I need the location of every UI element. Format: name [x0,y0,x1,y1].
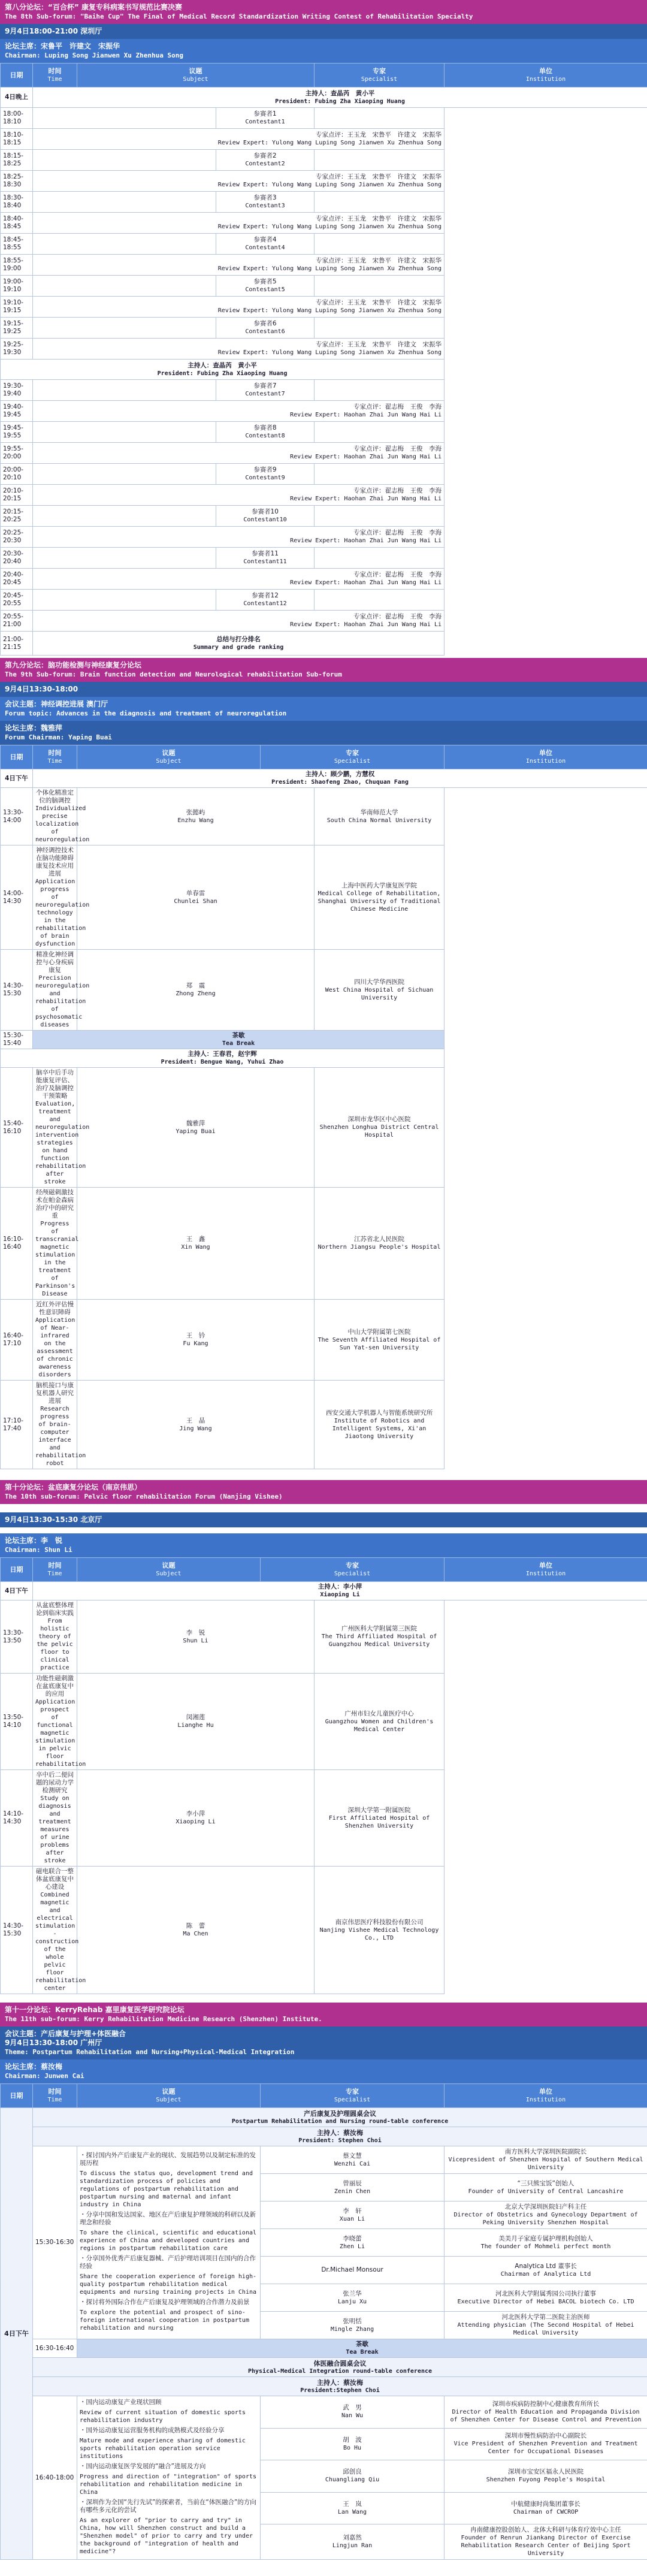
header-institution: 单位 Institution [445,64,647,87]
s11-tea-break-row: 16:30-16:40 茶歇 Tea Break [1,2339,647,2358]
talk-specialist: 李小萍 Xiaoping Li [77,1770,315,1867]
review-expert-cell: 专家点评：王玉龙 宋鲁平 许建文 宋振华 Review Expert: Yulong Wang Luping Song Jianwen Xu Zhenhua Song [33,129,445,150]
topic-item: ・国内运动康复产业现状回顾 Review of current situation of domestic sports rehabilitation industry [80,2399,246,2424]
s8-datetime: 9月4日18:00-21:00 深圳厅 [0,24,647,39]
s10-header-row: 日期 时间 Time 议题 Subject 专家 Specialist 单位 Institution [1,1558,647,1582]
s8-date-cell: 4日晚上 [1,87,33,108]
talk-specialist: 闵湘莲 Lianghe Hu [77,1674,315,1770]
talk-subject: 从盆底整体理论到临床实践 From holistic theory of the pelvic floor to clinical practice [33,1600,77,1674]
panelist-name: 曾丽辰 Zenin Chen [261,2174,445,2201]
s8-schedule-table [0,63,647,656]
roundtable-topics [77,2146,261,2339]
s8-a-row: 18:10-18:15 专家点评：王玉龙 宋鲁平 许建文 宋振华 Review Expert: Yulong Wang Luping Song Jianwen Xu Zhenhua Song [1,129,647,150]
s8-b-row: 20:45-20:55 参赛者12 Contestant12 [1,590,647,611]
s9-chairman: 论坛主席：魏雅萍 Forum Chairman: Yaping Buai [0,721,647,745]
review-expert-cell: 专家点评：翟志梅 王俊 李海 Review Expert: Haohan Zhai Jun Wang Hai Li [33,401,445,422]
s8-a-row: 18:45-18:55 参赛者4 Contestant4 [1,234,647,255]
s11-schedule-table [0,2083,647,2560]
talk-row: 13:30-14:00 个体化精准定位的脑调控 Individualized precise localization of neuroregulation 张懿屿 Enzhu Wang 华南师范大学 South China Normal University [1,788,647,845]
contestant-cell: 参赛者5 Contestant5 [216,276,315,297]
panelist-institution: 深圳市宝安区福永人民医院 Shenzhen Fuyong People's Hospital [445,2460,647,2493]
s9-topic: 会议主题：神经调控进展 澳门厅 Forum topic: Advances in the diagnosis and treatment of neuroregulation [0,697,647,721]
talk-subject: 脑机接口与康复机器人研究进展 Research progress of brain-computer interface and rehabilitation robot [33,1381,77,1469]
talk-specialist: 陈 蕾 Ma Chen [77,1867,315,1994]
talk-institution: 四川大学华西医院 West China Hospital of Sichuan University [315,950,445,1031]
talk-institution: 西安交通大学机器人与智能系统研究所 Institute of Robotics and Intelligent Systems, Xi'an Jiaotong University [315,1381,445,1469]
talk-subject: 神经调控技术在脑功能障碍康复技术应用进展 Application progress of neuroregulation technology in the rehabilitation of brain dysfunction [33,845,77,950]
s8-b-row: 20:55-21:00 专家点评：翟志梅 王俊 李海 Review Expert: Haohan Zhai Jun Wang Hai Li [1,611,647,632]
s11-title-banner: 第十一分论坛：KerryRehab 嘉里康复医学研究院论坛 The 11th sub-forum: Kerry Rehabilitation Medicine Research (Shenzhen) Institute. [0,2003,647,2027]
panelist-institution: 冉南健康控股创始人、北体大科研与体育疗效中心主任 Founder of Renrun Jiankang Director of Exercise Rehabilitation Research Center of Beijing Sport University [445,2524,647,2560]
topic-item: ・深圳作为全国“先行先试”的探索者，当前在“体医融合”的方向有哪些多元化的尝试 As an explorer of "prior to carry and try" in China, how will Shenzhen construct and build a "Shenzhen model" of prior to carry and try under the background of "integration of health and medicine"? [80,2499,256,2555]
s9-host-row-1: 4日下午 主持人：顾少鹏，方慧权 President: Shaofeng Zhao, Chuquan Fang [1,769,647,788]
s8-title-cn: 第八分论坛：“百合杯” 康复专科病案书写规范比赛决赛 [5,3,182,11]
talk-subject: 功能性磁刺激在盆底康复中的应用 Application prospect of functional magnetic stimulation in pelvic floor rehabilitation [33,1674,77,1770]
s8-b-row: 20:40-20:45 专家点评：翟志梅 王俊 李海 Review Expert: Haohan Zhai Jun Wang Hai Li [1,569,647,590]
panelist-institution: 深圳市慢性病防治中心副院长 Vice President of Shenzhen Prevention and Treatment Center for Occupational Diseases [445,2428,647,2460]
topic-item: ・分享中国和发达国家、地区在产后康复护理领域的科研以及新理念和经验 To share the clinical, scientific and educational experience of China and developed countries and regions in postpartum rehabilitation care [80,2211,257,2252]
talk-row: 17:10-17:40 脑机接口与康复机器人研究进展 Research progress of brain-computer interface and rehabilitation robot 王 晶 Jing Wang 西安交通大学机器人与智能系统研究所 Institute of Robotics and Intelligent Systems, Xi'an Jiaotong University [1,1381,647,1469]
s8-contest-rows-b [1,380,647,632]
s8-b-row: 19:45-19:55 参赛者8 Contestant8 [1,422,647,443]
review-expert-cell: 专家点评：王玉龙 宋鲁平 许建文 宋振华 Review Expert: Yulong Wang Luping Song Jianwen Xu Zhenhua Song [33,171,445,192]
contestant-cell: 参赛者4 Contestant4 [216,234,315,255]
panelist-name: Dr.Michael Monsour [261,2257,445,2284]
s11-topic: 会议主题：产后康复与护理+体医融合 9月4日13:30-18:00 广州厅 Theme: Postpartum Rehabilitation and Nursing+Physical-Medical Integration [0,2027,647,2059]
s8-b-row: 20:15-20:25 参赛者10 Contestant10 [1,506,647,527]
panelist-row: 16:40-18:00 ・国内运动康复产业现状回顾 Review of current situation of domestic sports rehabilitation industry ・国外运动康复运营服务机构的成熟模式及经验分享 Mature mode and experience sharing of domestic sports rehabilitation operation service institutions ・国内运动康复医学发展的“融合”进展及方向 Progress and direction of "integration" of sports rehabilitation and rehabilitation medicine in China ・深圳作为全国“先行先试”的探索者，当前在“体医融合”的方向有哪些多元化的尝试 As an explorer of "prior to carry and try" in China, how will Shenzhen construct and build a "Shenzhen model" of prior to carry and try under the background of "integration of health and medicine"? 武 男 Nan Wu 深圳市疾病防控制中心健康教育所所长 Director of Health Education and Propaganda Division of Shenzhen Center for Disease Control and Prevention [1,2396,647,2429]
panelist-name: 李晓蕾 Zhen Li [261,2229,445,2257]
s8-b-row: 19:40-19:45 专家点评：翟志梅 王俊 李海 Review Expert: Haohan Zhai Jun Wang Hai Li [1,401,647,422]
panelist-name: 张明恬 Mingle Zhang [261,2312,445,2339]
review-expert-cell: 专家点评：翟志梅 王俊 李海 Review Expert: Haohan Zhai Jun Wang Hai Li [33,527,445,548]
s9-tea-break-row: 15:30-15:40 茶歇 Tea Break [1,1031,647,1049]
s9-schedule-table [0,745,647,1469]
talk-specialist: 李 锐 Shun Li [77,1600,315,1674]
s10-host-row: 4日下午 主持人：李小萍 Xiaoping Li [1,1582,647,1600]
panelist-name: 刘嘉然 Lingjun Ran [261,2524,445,2560]
s9-title-banner: 第九分论坛：脑功能检测与神经康复分论坛 The 9th Sub-forum: Brain function detection and Neurological rehabilitation Sub-forum [0,658,647,682]
review-expert-cell: 专家点评：王玉龙 宋鲁平 许建文 宋振华 Review Expert: Yulong Wang Luping Song Jianwen Xu Zhenhua Song [33,297,445,318]
s10-date-cell: 4日下午 [1,1582,33,1600]
panelist-row: 15:30-16:30 ・探讨国内外产后康复产业的现状、发展趋势以及制定标准的发展历程 To discuss the status quo, development trend and standardization process of policies and regulations of postpartum rehabilitation and postpartum nursing and maternal and infant industry in China ・分享中国和发达国家、地区在产后康复护理领域的科研以及新理念和经验 To share the clinical, scientific and educational experience of China and developed countries and regions in postpartum rehabilitation care ・分享国外优秀产后康复器械、产后护理培训项目在国内的合作经验 Share the cooperation experience of foreign high-quality postpartum rehabilitation medical equipments and nursing training projects in China ・探讨将外国际合作在产后康复及护理领域的合作潜力及前景 To explore the potential and prospect of sino-foreign international cooperation in postpartum rehabilitation and nursing 蔡文慧 Wenzhi Cai 南方医科大学深圳医院副院长 Vicepresident of Shenzhen Hospital of Southern Medical University [1,2146,647,2174]
talk-specialist: 王 钤 Fu Kang [77,1300,315,1381]
s8-a-row: 18:25-18:30 专家点评：王玉龙 宋鲁平 许建文 宋振华 Review Expert: Yulong Wang Luping Song Jianwen Xu Zhenhua Song [1,171,647,192]
roundtable-topics [77,2396,261,2560]
contestant-cell: 参赛者11 Contestant11 [216,548,315,569]
talk-row: 14:30-15:30 磁电联合一整体盆底康复中心建设 Combined magnetic and electrical stimulation - construction of the whole pelvic floor rehabilitation center 陈 蕾 Ma Chen 南京伟思医疗科技股份有限公司 Nanjing Vishee Medical Technology Co., LTD [1,1867,647,1994]
s8-a-row: 18:55-19:00 专家点评：王玉龙 宋鲁平 许建文 宋振华 Review Expert: Yulong Wang Luping Song Jianwen Xu Zhenhua Song [1,255,647,276]
s8-b-row: 19:55-20:00 专家点评：翟志梅 王俊 李海 Review Expert: Haohan Zhai Jun Wang Hai Li [1,443,647,464]
contestant-cell: 参赛者12 Contestant12 [216,590,315,611]
talk-row: 14:10-14:30 卒中后二便问题的尿动力学检测研究 Study on diagnosis and treatment measures of urine problems after stroke 李小萍 Xiaoping Li 深圳大学第一附属医院 First Affiliated Hospital of Shenzhen University [1,1770,647,1867]
s9-talks-group-1 [1,788,647,1031]
panelist-name: 武 男 Nan Wu [261,2396,445,2429]
s8-b-row: 20:25-20:30 专家点评：翟志梅 王俊 李海 Review Expert: Haohan Zhai Jun Wang Hai Li [1,527,647,548]
s9-date-cell: 4日下午 [1,769,33,788]
talk-specialist: 张懿屿 Enzhu Wang [77,788,315,845]
talk-subject: 经颅磁刺激技术在帕金森病治疗中的研究重 Progress of transcranial magnetic stimulation in the treatment of Parkinson's Disease [33,1188,77,1300]
talk-row: 13:50-14:10 功能性磁刺激在盆底康复中的应用 Application prospect of functional magnetic stimulation in pelvic floor rehabilitation 闵湘莲 Lianghe Hu 广州市妇女儿童医疗中心 Guangzhou Women and Children's Medical Center [1,1674,647,1770]
panelist-name: 李 轩 Xuan Li [261,2201,445,2229]
talk-specialist: 王 鑫 Xin Wang [77,1188,315,1300]
review-expert-cell: 专家点评：翟志梅 王俊 李海 Review Expert: Haohan Zhai Jun Wang Hai Li [33,569,445,590]
contestant-cell: 参赛者3 Contestant3 [216,192,315,213]
s11-rt1-host-row: 主持人：蔡汝梅 President: Stephen Choi [1,2127,647,2146]
s10-schedule-table [0,1557,647,1994]
contestant-cell: 参赛者10 Contestant10 [216,506,315,527]
s11-roundtables [1,2108,647,2560]
s11-rt2-title-row: 体医融合圆桌会议 Physical-Medical Integration round-table conference [1,2358,647,2377]
contestant-cell: 参赛者1 Contestant1 [216,108,315,129]
s8-b-row: 19:30-19:40 参赛者7 Contestant7 [1,380,647,401]
s9-datetime: 9月4日13:30-18:00 [0,682,647,697]
talk-row: 16:40-17:10 近红外评估慢性意识障碍 Application of Near-infrared on the assessment of chronic awareness disorders 王 钤 Fu Kang 中山大学附属第七医院 The Seventh Affiliated Hospital of Sun Yat-sen University [1,1300,647,1381]
s8-host-row: 4日晚上 主持人：查晶芮 黄小平 President: Fubing Zha Xiaoping Huang [1,87,647,108]
review-expert-cell: 专家点评：翟志梅 王俊 李海 Review Expert: Haohan Zhai Jun Wang Hai Li [33,611,445,632]
talk-specialist: 郑 震 Zhong Zheng [77,950,315,1031]
s10-talks-group [1,1600,647,1994]
panelist-name: 邱创良 Chuangliang Qiu [261,2460,445,2493]
s8-a-row: 18:40-18:45 专家点评：王玉龙 宋鲁平 许建文 宋振华 Review Expert: Yulong Wang Luping Song Jianwen Xu Zhenhua Song [1,213,647,234]
talk-row: 16:10-16:40 经颅磁刺激技术在帕金森病治疗中的研究重 Progress of transcranial magnetic stimulation in the treatment of Parkinson's Disease 王 鑫 Xin Wang 江苏省北人民医院 Northern Jiangsu People's Hospital [1,1188,647,1300]
s8-header-row [1,64,647,87]
panelist-name: 胡 波 Bo Hu [261,2428,445,2460]
talk-row: 14:00-14:30 神经调控技术在脑功能障碍康复技术应用进展 Application progress of neuroregulation technology in the rehabilitation of brain dysfunction 单春雷 Chunlei Shan 上海中医药大学康复医学院 Medical College of Rehabilitation, Shanghai University of Traditional Chinese Medicine [1,845,647,950]
review-expert-cell: 专家点评：王玉龙 宋鲁平 许建文 宋振华 Review Expert: Yulong Wang Luping Song Jianwen Xu Zhenhua Song [33,255,445,276]
topic-item: ・国外运动康复运营服务机构的成熟模式及经验分享 Mature mode and experience sharing of domestic sports rehabilitation operation service institutions [80,2427,246,2460]
s11-rt1-title-row: 4日下午 产后康复及护理圆桌会议 Postpartum Rehabilitation and Nursing round-table conference [1,2108,647,2127]
s11-rt2-host-row: 主持人：蔡汝梅 President:Stephen Choi [1,2377,647,2396]
panelist-institution: “三只熊宝饭”创始人 Founder of University of Central Lancashire [445,2174,647,2201]
s11-chairman: 论坛主席：蔡汝梅 Chairman: Junwen Cai [0,2059,647,2083]
s8-a-row: 19:00-19:10 参赛者5 Contestant5 [1,276,647,297]
talk-institution: 中山大学附属第七医院 The Seventh Affiliated Hospital of Sun Yat-sen University [315,1300,445,1381]
review-expert-cell: 专家点评：翟志梅 王俊 李海 Review Expert: Haohan Zhai Jun Wang Hai Li [33,443,445,464]
talk-institution: 南京伟思医疗科技股份有限公司 Nanjing Vishee Medical Technology Co., LTD [315,1867,445,1994]
header-date: 日期 [1,64,33,87]
s10-title-banner: 第十分论坛：盆底康复分论坛（南京伟思） The 10th sub-forum: Pelvic floor rehabilitation Forum (Nanjing Vishee) [0,1480,647,1504]
talk-institution: 江苏省北人民医院 Northern Jiangsu People's Hospital [315,1188,445,1300]
talk-specialist: 王 晶 Jing Wang [77,1381,315,1469]
s8-b-row: 20:30-20:40 参赛者11 Contestant11 [1,548,647,569]
s8-title-en: The 8th Sub-forum: "Baihe Cup" The Final of Medical Record Standardization Writing Contest of Rehabilitation Specialty [5,13,473,20]
s9-host-row-2: 主持人：王春君，赵宇辉 President: Bengue Wang, Yuhui Zhao [1,1049,647,1068]
header-subject: 议题 Subject [77,64,315,87]
s8-chairman: 论坛主席：宋鲁平 许建文 宋振华 Chairman: Luping Song Jianwen Xu Zhenhua Song [0,39,647,63]
panelist-institution: 中航健康时尚集团董事长 Chairman of CWCROP [445,2492,647,2524]
talk-specialist: 单春雷 Chunlei Shan [77,845,315,950]
panelist-institution: 深圳市疾病防控制中心健康教育所所长 Director of Health Education and Propaganda Division of Shenzhen Center for Disease Control and Prevention [445,2396,647,2429]
panelist-institution: 河北医科大学附属秀园公司执行董事 Executive Director of Hebei BACOL biotech Co. LTD [445,2284,647,2312]
talk-subject: 卒中后二便问题的尿动力学检测研究 Study on diagnosis and treatment measures of urine problems after stroke [33,1770,77,1867]
s8-contest-rows-a [1,108,647,360]
panelist-name: 张兰华 Lanju Xu [261,2284,445,2312]
s8-a-row: 19:25-19:30 专家点评：王玉龙 宋鲁平 许建文 宋振华 Review Expert: Yulong Wang Luping Song Jianwen Xu Zhenhua Song [1,339,647,360]
topic-item: ・国内运动康复医学发展的“融合”进展及方向 Progress and direction of "integration" of sports rehabilitation and rehabilitation medicine in China [80,2463,257,2496]
talk-institution: 深圳市龙华区中心医院 Shenzhen Longhua District Central Hospital [315,1068,445,1188]
s8-a-row: 18:00-18:10 参赛者1 Contestant1 [1,108,647,129]
talk-subject: 脑卒中后手功能康复评估、治疗及脑调控干预策略 Evaluation, treatment and neuroregulation intervention strategies on hand function rehabilitation after stroke [33,1068,77,1188]
s8-a-row: 19:10-19:15 专家点评：王玉龙 宋鲁平 许建文 宋振华 Review Expert: Yulong Wang Luping Song Jianwen Xu Zhenhua Song [1,297,647,318]
s8-b-row: 20:10-20:15 专家点评：翟志梅 王俊 李海 Review Expert: Haohan Zhai Jun Wang Hai Li [1,485,647,506]
talk-row: 15:40-16:10 脑卒中后手功能康复评估、治疗及脑调控干预策略 Evaluation, treatment and neuroregulation intervention strategies on hand function rehabilitation after stroke 魏雅萍 Yaping Buai 深圳市龙华区中心医院 Shenzhen Longhua District Central Hospital [1,1068,647,1188]
s10-datetime: 9月4日13:30-15:30 北京厅 [0,1512,647,1527]
s11-header-row: 日期 时间 Time 议题 Subject 专家 Specialist 单位 Institution [1,2084,647,2108]
contestant-cell: 参赛者8 Contestant8 [216,422,315,443]
review-expert-cell: 专家点评：王玉龙 宋鲁平 许建文 宋振华 Review Expert: Yulong Wang Luping Song Jianwen Xu Zhenhua Song [33,213,445,234]
s8-title-banner [0,0,647,24]
panelist-name: 蔡文慧 Wenzhi Cai [261,2146,445,2174]
s8-summary-row: 21:00-21:15 总结与打分排名 Summary and grade ranking [1,632,647,656]
talk-institution: 华南师范大学 South China Normal University [315,788,445,845]
review-expert-cell: 专家点评：翟志梅 王俊 李海 Review Expert: Haohan Zhai Jun Wang Hai Li [33,485,445,506]
s8-b-row: 20:00-20:10 参赛者9 Contestant9 [1,464,647,485]
panelist-institution: 北京大学深圳医院妇产科主任 Director of Obstetrics and Gynecology Department of Peking University Shenzhen Hospital [445,2201,647,2229]
contestant-cell: 参赛者9 Contestant9 [216,464,315,485]
s9-talks-group-2 [1,1068,647,1469]
panelist-institution: 南方医科大学深圳医院副院长 Vicepresident of Shenzhen Hospital of Southern Medical University [445,2146,647,2174]
talk-subject: 精准化神经调控与心身疾病康复 Precision neuroregulation and rehabilitation of psychosomatic diseases [33,950,77,1031]
s11-date-cell: 4日下午 [1,2108,33,2560]
panelist-institution: 美美月子家庭专属护理机构创始人 The founder of Mohmeli perfect month [445,2229,647,2257]
talk-institution: 广州市妇女儿童医疗中心 Guangzhou Women and Children's Medical Center [315,1674,445,1770]
contestant-cell: 参赛者7 Contestant7 [216,380,315,401]
s8-host-row-2: 主持人：查晶芮 黄小平 President: Fubing Zha Xiaoping Huang [1,360,647,380]
talk-institution: 广州医科大学附属第三医院 The Third Affiliated Hospital of Guangzhou Medical University [315,1600,445,1674]
talk-row: 14:30-15:30 精准化神经调控与心身疾病康复 Precision neuroregulation and rehabilitation of psychosomatic diseases 郑 震 Zhong Zheng 四川大学华西医院 West China Hospital of Sichuan University [1,950,647,1031]
topic-item: ・探讨将外国际合作在产后康复及护理领域的合作潜力及前景 To explore the potential and prospect of sino-foreign international cooperation in postpartum rehabilitation and nursing [80,2299,250,2332]
s9-header-row: 日期 时间 Time 议题 Subject 专家 Specialist 单位 Institution [1,745,647,769]
header-specialist: 专家 Specialist [315,64,445,87]
header-time: 时间 Time [33,64,77,87]
panelist-institution: 河北医科大学第二医院主治医师 Attending physician (The Second Hospital of Hebei Medical University [445,2312,647,2339]
review-expert-cell: 专家点评：王玉龙 宋鲁平 许建文 宋振华 Review Expert: Yulong Wang Luping Song Jianwen Xu Zhenhua Song [33,339,445,360]
s8-a-row: 18:15-18:25 参赛者2 Contestant2 [1,150,647,171]
talk-institution: 上海中医药大学康复医学院 Medical College of Rehabilitation, Shanghai University of Traditional Chinese Medicine [315,845,445,950]
s10-chairman: 论坛主席：李 锐 Chairman: Shun Li [0,1533,647,1557]
talk-institution: 深圳大学第一附属医院 First Affiliated Hospital of Shenzhen University [315,1770,445,1867]
panelist-name: 王 岚 Lan Wang [261,2492,445,2524]
talk-subject: 近红外评估慢性意识障碍 Application of Near-infrared on the assessment of chronic awareness disorders [33,1300,77,1381]
topic-item: ・分享国外优秀产后康复器械、产后护理培训项目在国内的合作经验 Share the cooperation experience of foreign high-quality postpartum rehabilitation medical equipments and nursing training projects in China [80,2255,257,2296]
talk-subject: 磁电联合一整体盆底康复中心建设 Combined magnetic and electrical stimulation - construction of the whole pelvic floor rehabilitation center [33,1867,77,1994]
talk-specialist: 魏雅萍 Yaping Buai [77,1068,315,1188]
talk-subject: 个体化精准定位的脑调控 Individualized precise localization of neuroregulation [33,788,77,845]
s8-a-row: 18:30-18:40 参赛者3 Contestant3 [1,192,647,213]
talk-row: 13:30-13:50 从盆底整体理论到临床实践 From holistic theory of the pelvic floor to clinical practice 李 锐 Shun Li 广州医科大学附属第三医院 The Third Affiliated Hospital of Guangzhou Medical University [1,1600,647,1674]
panelist-institution: Analytica Ltd 董事长 Chairman of Analytica Ltd [445,2257,647,2284]
s8-a-row: 19:15-19:25 参赛者6 Contestant6 [1,318,647,339]
contestant-cell: 参赛者6 Contestant6 [216,318,315,339]
topic-item: ・探讨国内外产后康复产业的现状、发展趋势以及制定标准的发展历程 To discuss the status quo, development trend and standardization process of policies and regulations of postpartum rehabilitation and postpartum nursing and maternal and infant industry in China [80,2152,256,2208]
contestant-cell: 参赛者2 Contestant2 [216,150,315,171]
